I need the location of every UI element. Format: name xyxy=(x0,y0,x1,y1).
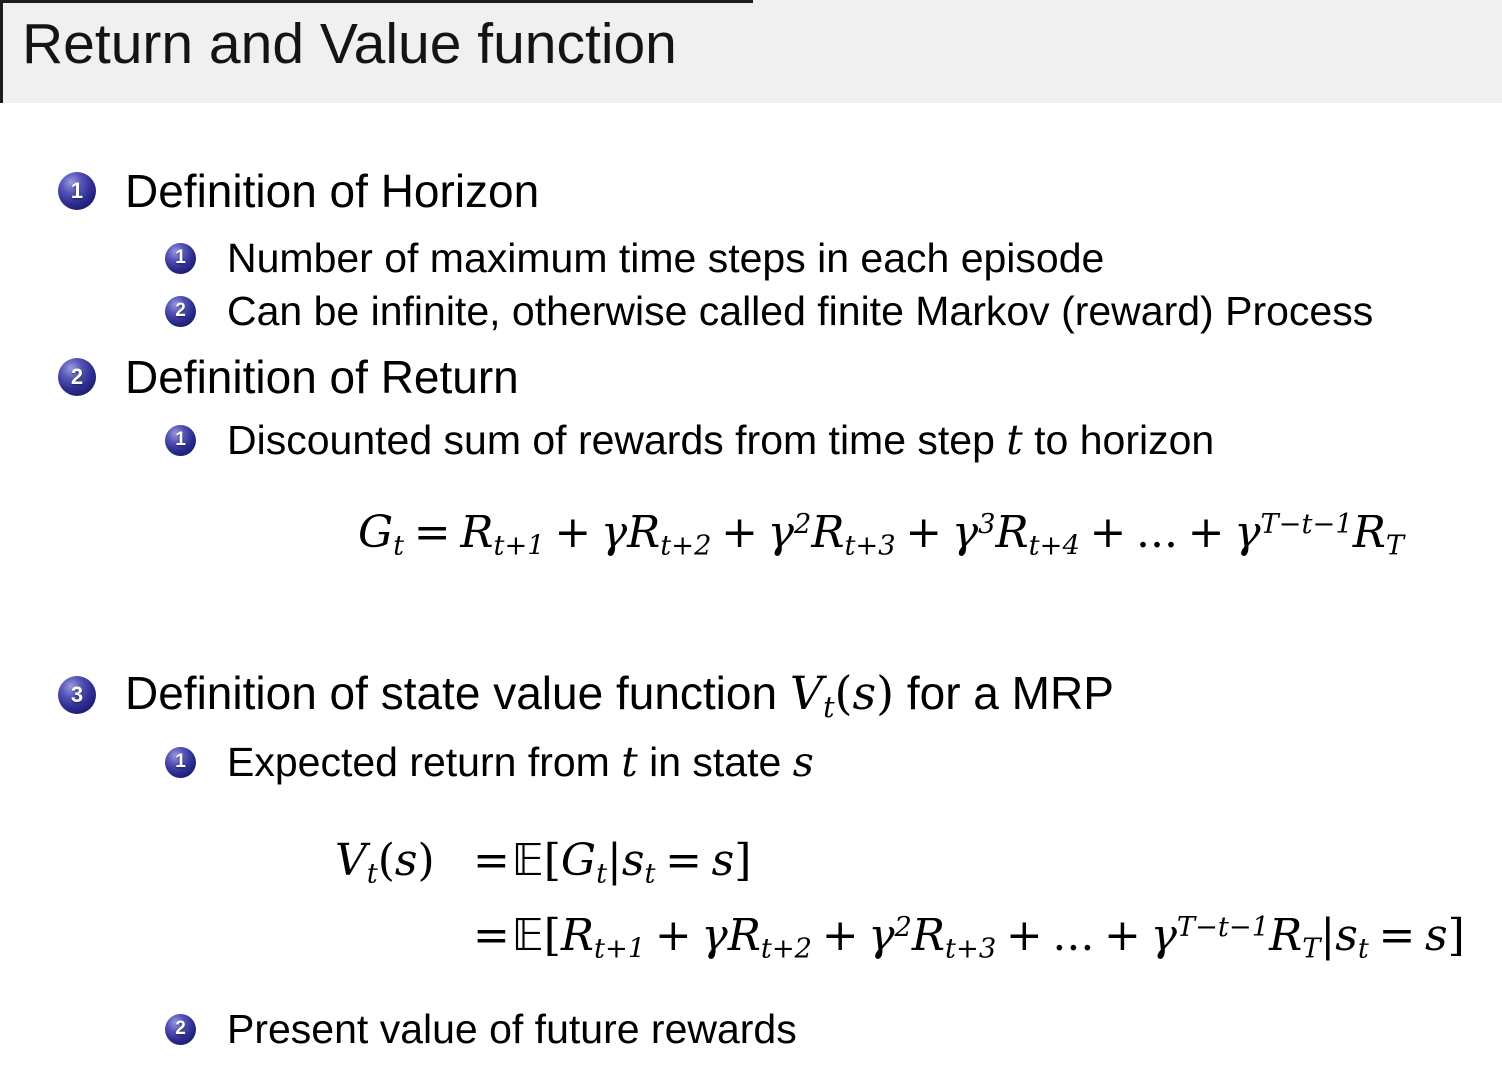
subitem-text: Number of maximum time steps in each episode xyxy=(227,234,1105,281)
return-formula: $Gt = Rt+1 + \gamma Rt+2 + \gamma^2Rt+3 + \gamma^3Rt+4$ + ... + $\gamma^{T-t-1}RT$ xyxy=(358,507,1405,562)
value-function-formula xyxy=(335,831,1502,968)
formula-rhs: =𝔼[Gt|st = s] xyxy=(473,835,752,890)
item-number-badge: 1 xyxy=(58,172,96,210)
sublist-item-expected-return xyxy=(0,737,1502,787)
formula-lhs: Vt(s) xyxy=(335,835,435,890)
item-label: Definition of state value function Vt(s) for a MRP xyxy=(125,666,1114,725)
subitem-number-badge: 1 xyxy=(165,243,196,274)
subitem-text: Discounted sum of rewards from time step t to horizon xyxy=(227,416,1215,464)
sublist-item-max-steps xyxy=(0,233,1502,283)
item-label: Definition of Return xyxy=(125,351,519,403)
formula-line-2 xyxy=(335,906,1502,968)
subitem-number-badge: 2 xyxy=(165,1014,196,1045)
item-label: Definition of Horizon xyxy=(125,165,540,217)
slide-content xyxy=(0,163,1502,1054)
item-number-badge: 3 xyxy=(58,676,96,714)
list-item-value-function xyxy=(0,666,1502,724)
item-number-badge: 2 xyxy=(58,358,96,396)
subitem-number-badge: 1 xyxy=(165,425,196,456)
subitem-number-badge: 2 xyxy=(165,296,196,327)
sublist-item-infinite xyxy=(0,286,1502,336)
subitem-text: Expected return from t in state s xyxy=(227,738,814,787)
sublist-item-present-value xyxy=(0,1004,1502,1054)
list-item-return xyxy=(0,349,1502,405)
formula-line-1 xyxy=(335,831,1502,893)
slide-title-bar xyxy=(0,0,1502,103)
subitem-text: Can be infinite, otherwise called finite Markov (reward) Process xyxy=(227,287,1374,334)
sublist-item-discounted-sum xyxy=(0,415,1502,465)
list-item-horizon xyxy=(0,163,1502,219)
subitem-number-badge: 1 xyxy=(165,747,196,778)
slide-title: Return and Value function xyxy=(22,12,677,76)
subitem-text: Present value of future rewards xyxy=(227,1005,797,1052)
formula-rhs: =𝔼[Rt+1 + $\gamma Rt+2 + \gamma^2Rt+3$ + ... + $\gamma^{T-t-1}RT|st = s$] xyxy=(473,909,1465,965)
